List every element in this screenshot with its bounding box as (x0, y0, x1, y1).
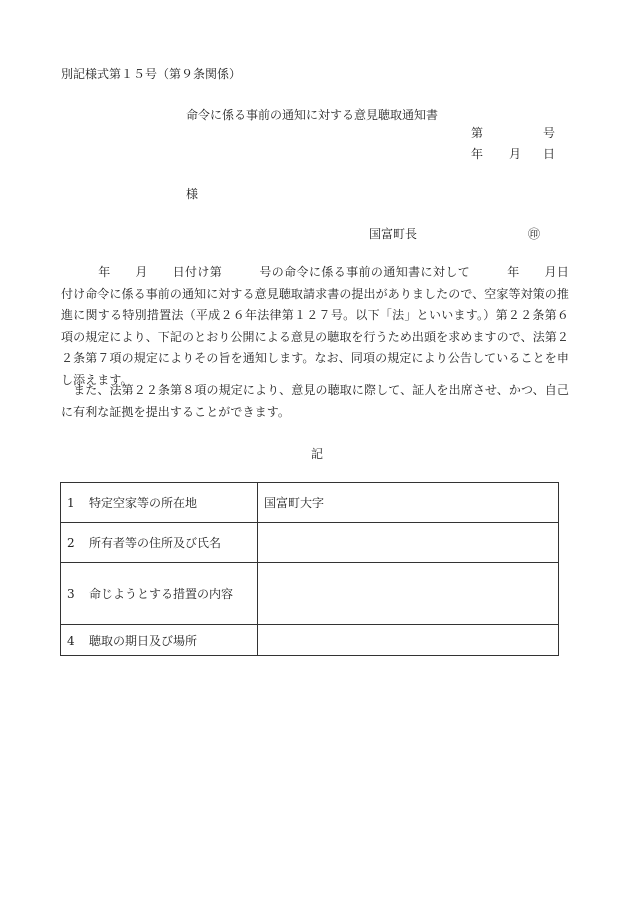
row-label-hearing (61, 625, 258, 656)
date-month: 月 (509, 147, 522, 161)
row-number: 4 (67, 633, 75, 648)
row-number: 3 (67, 587, 75, 601)
date-day: 日 (543, 147, 556, 161)
table-row (61, 625, 559, 656)
ki-heading: 記 (311, 447, 324, 461)
row-number: 1 (67, 496, 75, 510)
row-value-owner (258, 523, 559, 563)
row-label: 命じようとする措置の内容 (89, 587, 234, 601)
row-label-measure (61, 563, 258, 625)
sender-name: 国富町長 (369, 227, 418, 241)
form-label: 別記様式第１５号（第９条関係） (61, 67, 242, 81)
row-label: 聴取の期日及び場所 (89, 633, 198, 648)
document-title: 命令に係る事前の通知に対する意見聴取通知書 (186, 108, 439, 122)
row-value-location: 国富町大字 (258, 483, 559, 523)
row-label-owner (61, 523, 258, 563)
number-prefix: 第 (471, 126, 484, 140)
addressee-suffix: 様 (186, 187, 199, 201)
table-row (61, 483, 559, 523)
body-paragraph-1: 年 月 日付け第 号の命令に係る事前の通知書に対して 年 月日付け命令に係る事前の通知に対する意見聴取請求書の提出がありましたので、空家等対策の推進に関する特別措置法（平成２６年法律第１２７号。以下「法」といいます。）第２２条第６項の規定により、下記のとおり公開による意見の聴取を行うため出頭を求めますので、法第２２条第７項の規定によりその旨を通知します。なお、同項の規定により公告していることを申し添えます。 (61, 265, 569, 387)
number-suffix: 号 (543, 126, 556, 140)
body-paragraph-2: また、法第２２条第８項の規定により、意見の聴取に際して、証人を出席させ、かつ、自己に有利な証拠を提出することができます。 (61, 383, 569, 419)
row-label-location (61, 483, 258, 523)
date-year: 年 (471, 147, 484, 161)
table-row (61, 563, 559, 625)
row-value-hearing (258, 625, 559, 656)
table-row (61, 523, 559, 563)
details-table (60, 482, 559, 656)
row-label: 所有者等の住所及び氏名 (89, 536, 222, 550)
seal-mark: ㊞ (528, 227, 541, 241)
row-value-measure (258, 563, 559, 625)
row-number: 2 (67, 536, 75, 550)
row-label: 特定空家等の所在地 (89, 496, 198, 510)
